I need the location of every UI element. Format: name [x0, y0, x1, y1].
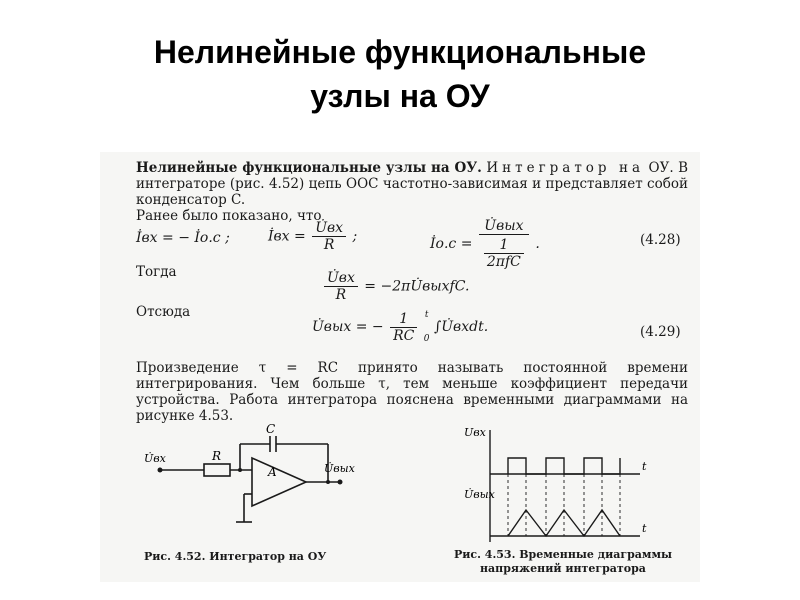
diagram-time-label-2: t: [642, 522, 647, 535]
eq-429-integral-lower: 0: [423, 334, 430, 344]
hence-label: Отсюда: [136, 304, 191, 320]
section-heading-spaced: Интегратор на: [486, 160, 645, 176]
eq-429-number: (4.29): [640, 324, 681, 340]
eq-428-number: (4.28): [640, 232, 681, 248]
eq-then-fraction: [324, 270, 358, 303]
eq-428-c-end: .: [535, 236, 540, 252]
eq-then-numerator: U̇вх: [324, 270, 358, 287]
time-constant-paragraph: Произведение τ = RC принято называть постоянной времени интегрирования. Чем больше τ, тем меньше коэффициент передачи устройства. Работа интегратора пояснена временными диаграммами на рисунке 4.53.: [136, 360, 688, 424]
intro-text: ОУ. В интеграторе (рис. 4.52) цепь ООС частотно-зависимая и представляет собой конденсатор C.: [136, 160, 689, 208]
circuit-input-label: U̇вх: [144, 452, 166, 465]
eq-429-fraction: [390, 311, 417, 344]
eq-428-b-end: ;: [352, 228, 358, 245]
eq-428-c-fraction: [479, 218, 529, 270]
diagram-time-label-1: t: [642, 460, 647, 473]
intro-paragraph: [136, 160, 688, 224]
section-heading: Нелинейные функциональные узлы на ОУ.: [136, 160, 482, 176]
eq-429-integral-upper: t: [424, 310, 429, 320]
circuit-output-label: U̇вых: [324, 462, 355, 475]
slide-title: [40, 30, 760, 118]
eq-then-rest: = −2πU̇выхfC.: [364, 278, 470, 295]
slide-title-line1: Нелинейные функциональные: [153, 34, 647, 70]
opamp-label: A: [268, 465, 277, 479]
capacitor-label: C: [266, 422, 276, 436]
eq-428-part-b: [268, 220, 357, 253]
eq-then-denominator: R: [335, 287, 347, 303]
earlier-text: Ранее было показано, что: [136, 208, 322, 224]
eq-429: [312, 310, 488, 344]
eq-428-b-denominator: R: [323, 237, 335, 253]
eq-429-numerator: 1: [390, 311, 417, 328]
diagram-input-axis-label: Uвх: [464, 426, 486, 439]
eq-428-c-den-top: 1: [484, 237, 524, 254]
eq-428-c-left: İо.с =: [430, 236, 473, 252]
timing-diagram: [460, 422, 690, 552]
eq-428-b-fraction: [312, 220, 346, 253]
eq-428-part-a: İвх = − İо.с ;: [136, 230, 230, 246]
figure-4-52-caption: Рис. 4.52. Интегратор на ОУ: [144, 550, 327, 563]
eq-428-c-numerator: U̇вых: [479, 218, 529, 235]
slide-title-line2: узлы на ОУ: [310, 78, 490, 114]
figure-4-53-caption-line2: напряжений интегратора: [480, 562, 646, 575]
diagram-output-axis-label: U̇вых: [464, 488, 495, 501]
resistor-label: R: [212, 449, 222, 463]
eq-428-b-numerator: U̇вх: [312, 220, 346, 237]
eq-428-c-den-bottom: 2πfC: [486, 254, 521, 270]
eq-429-left: U̇вых = −: [312, 319, 384, 335]
figure-4-53-caption-line1: Рис. 4.53. Временные диаграммы: [454, 548, 673, 561]
eq-428-c-denominator: [479, 235, 529, 270]
scanned-textbook-page: [100, 152, 700, 582]
then-label: Тогда: [136, 264, 177, 280]
integrator-circuit-diagram: [140, 422, 420, 552]
eq-428-part-c: [430, 218, 540, 270]
output-terminal: [338, 480, 343, 485]
eq-429-rest: ∫U̇вхdt.: [433, 319, 489, 335]
eq-then: [322, 270, 469, 303]
input-terminal: [158, 468, 163, 473]
eq-429-denominator: RC: [393, 327, 415, 344]
eq-428-b-left: İвх =: [268, 228, 306, 245]
